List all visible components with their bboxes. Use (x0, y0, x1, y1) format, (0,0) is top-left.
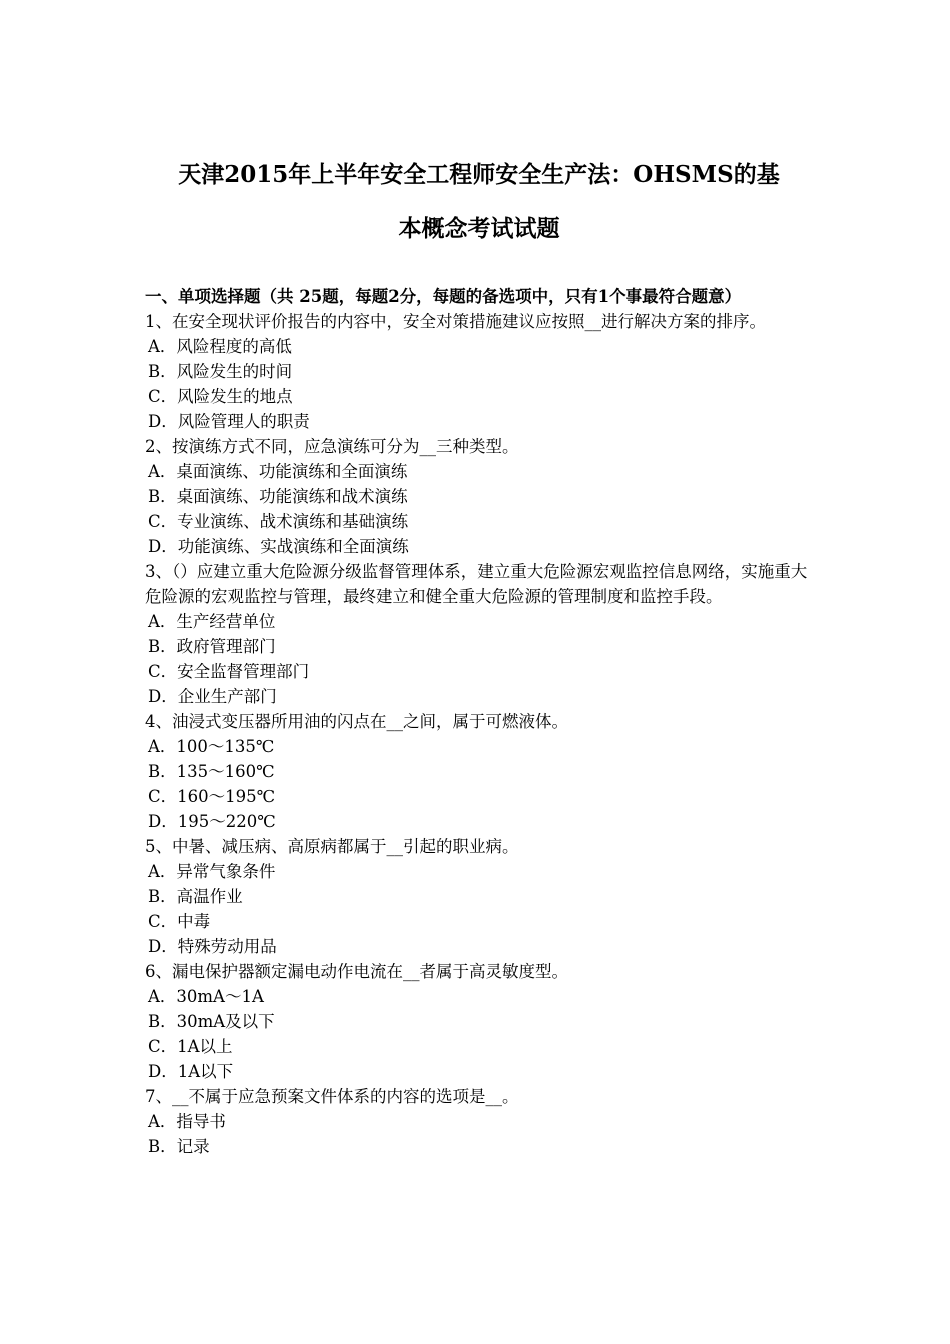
title-line-1: 天津2015年上半年安全工程师安全生产法：OHSMS的基 (178, 161, 780, 188)
answer-option: A．指导书 (148, 1112, 226, 1131)
question-text: 2、按演练方式不同，应急演练可分为__三种类型。 (145, 437, 519, 456)
answer-option: C．中毒 (148, 912, 211, 931)
answer-option: A．30mA～1A (148, 987, 264, 1006)
title-line-2: 本概念考试试题 (398, 215, 560, 242)
answer-option: A．异常气象条件 (148, 862, 276, 881)
answer-option: C．160～195℃ (148, 787, 276, 806)
answer-option: D．企业生产部门 (148, 687, 277, 706)
question-list (145, 309, 813, 1159)
answer-option: A．桌面演练、功能演练和全面演练 (148, 462, 408, 481)
answer-option: B．高温作业 (148, 887, 243, 906)
answer-option: C．风险发生的地点 (148, 387, 293, 406)
answer-option: A．生产经营单位 (148, 612, 276, 631)
answer-option: B．135～160℃ (148, 762, 275, 781)
question-text: 1、在安全现状评价报告的内容中，安全对策措施建议应按照__进行解决方案的排序。 (145, 312, 766, 331)
answer-option: B．风险发生的时间 (148, 362, 293, 381)
answer-option: D．功能演练、实战演练和全面演练 (148, 537, 409, 556)
section-heading: 一、单项选择题（共 25题，每题2分，每题的备选项中，只有1个事最符合题意） (145, 287, 742, 306)
question-text: 4、油浸式变压器所用油的闪点在__之间，属于可燃液体。 (145, 712, 568, 731)
answer-option: B．30mA及以下 (148, 1012, 275, 1031)
answer-option: A．100～135℃ (148, 737, 275, 756)
answer-option: C．1A以上 (148, 1037, 233, 1056)
answer-option: D．特殊劳动用品 (148, 937, 277, 956)
document-page (145, 148, 813, 1159)
answer-option: C．安全监督管理部门 (148, 662, 310, 681)
answer-option: B．桌面演练、功能演练和战术演练 (148, 487, 408, 506)
question-text: 7、__不属于应急预案文件体系的内容的选项是__。 (145, 1087, 519, 1106)
answer-option: D．风险管理人的职责 (148, 412, 310, 431)
answer-option: D．195～220℃ (148, 812, 276, 831)
answer-option: A．风险程度的高低 (148, 337, 292, 356)
question-text: 5、中暑、减压病、高原病都属于__引起的职业病。 (145, 837, 519, 856)
answer-option: C．专业演练、战术演练和基础演练 (148, 512, 409, 531)
answer-option: B．记录 (148, 1137, 210, 1156)
answer-option: B．政府管理部门 (148, 637, 276, 656)
document-title (145, 148, 813, 256)
question-text: 3、（）应建立重大危险源分级监督管理体系，建立重大危险源宏观监控信息网络，实施重大危险源的宏观监控与管理，最终建立和健全重大危险源的管理制度和监控手段。 (145, 562, 808, 606)
answer-option: D．1A以下 (148, 1062, 234, 1081)
question-text: 6、漏电保护器额定漏电动作电流在__者属于高灵敏度型。 (145, 962, 568, 981)
